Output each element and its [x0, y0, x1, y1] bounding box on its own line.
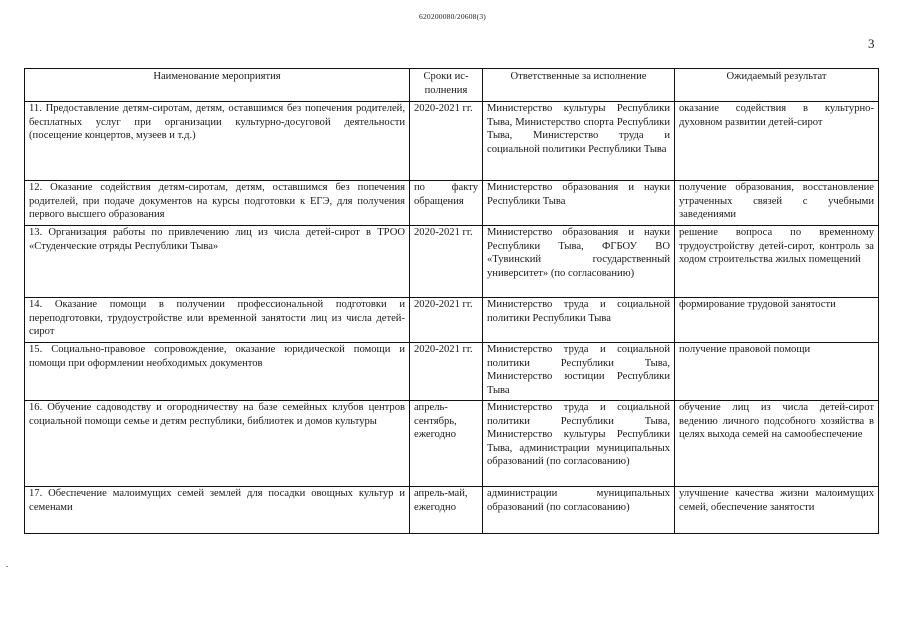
cell-responsible: Министерство труда и социальной политики Республики Тыва, Министерство культуры Республики Тыва, администрации муниципальных образований (по согласованию): [483, 401, 675, 487]
page-number: 3: [868, 36, 875, 51]
action-plan-table: [24, 68, 879, 534]
cell-result: получение образования, восстановление утраченных связей с учебными заведениями: [675, 181, 879, 226]
cell-responsible: администрации муниципальных образований (по согласованию): [483, 487, 675, 534]
cell-term: 2020-2021 гг.: [410, 343, 483, 401]
table-row: [25, 298, 879, 343]
cell-term: 2020-2021 гг.: [410, 226, 483, 298]
cell-term: по факту обращения: [410, 181, 483, 226]
cell-result: улучшение качества жизни малоимущих семей, обеспечение занятости: [675, 487, 879, 534]
cell-term: апрель-май, ежегодно: [410, 487, 483, 534]
cell-name: 15. Социально-правовое сопровождение, оказание юридической помощи и помощи при оформлении необходимых документов: [25, 343, 410, 401]
table-row: [25, 181, 879, 226]
cell-name: 16. Обучение садоводству и огородничеству на базе семейных клубов центров социальной помощи семье и детям республики, библиотек и домов культуры: [25, 401, 410, 487]
cell-term: апрель-сентябрь, ежегодно: [410, 401, 483, 487]
header-responsible: Ответственные за исполнение: [483, 69, 675, 102]
table-row: [25, 343, 879, 401]
table-row: [25, 487, 879, 534]
cell-name: 12. Оказание содействия детям-сиротам, детям, оставшимся без попечения родителей, при подаче документов на курсы подготовки к ЕГЭ, для получения первого высшего образования: [25, 181, 410, 226]
cell-responsible: Министерство образования и науки Республики Тыва, ФГБОУ ВО «Тувинский государственный университет» (по согласованию): [483, 226, 675, 298]
cell-result: обучение лиц из числа детей-сирот ведению личного подсобного хозяйства в целях выхода семей на самообеспечение: [675, 401, 879, 487]
table-row: [25, 226, 879, 298]
cell-name: 11. Предоставление детям-сиротам, детям, оставшимся без попечения родителей, бесплатных услуг при организации культурно-досуговой деятельности (посещение концертов, музеев и т.д.): [25, 102, 410, 181]
cell-responsible: Министерство образования и науки Республики Тыва: [483, 181, 675, 226]
cell-responsible: Министерство труда и социальной политики Республики Тыва: [483, 298, 675, 343]
document-id: 620200080/20608(3): [419, 12, 486, 21]
scan-speck: [6, 566, 8, 567]
cell-name: 17. Обеспечение малоимущих семей землей для посадки овощных культур и семенами: [25, 487, 410, 534]
cell-name: 13. Организация работы по привлечению лиц из числа детей-сирот в ТРОО «Студенческие отряды Республики Тыва»: [25, 226, 410, 298]
table-row: [25, 401, 879, 487]
table-row: [25, 102, 879, 181]
cell-result: формирование трудовой занятости: [675, 298, 879, 343]
header-result: Ожидаемый результат: [675, 69, 879, 102]
cell-responsible: Министерство труда и социальной политики Республики Тыва, Министерство юстиции Республики Тыва: [483, 343, 675, 401]
cell-result: оказание содействия в культурно-духовном развитии детей-сирот: [675, 102, 879, 181]
header-term: Сроки ис-полнения: [410, 69, 483, 102]
cell-term: 2020-2021 гг.: [410, 298, 483, 343]
cell-responsible: Министерство культуры Республики Тыва, Министерство спорта Республики Тыва, Министерство труда и социальной политики Республики Тыва: [483, 102, 675, 181]
header-name: Наименование мероприятия: [25, 69, 410, 102]
table-header-row: [25, 69, 879, 102]
cell-name: 14. Оказание помощи в получении профессиональной подготовки и переподготовки, трудоустройстве или временной занятости лиц из числа детей-сирот: [25, 298, 410, 343]
cell-result: получение правовой помощи: [675, 343, 879, 401]
cell-result: решение вопроса по временному трудоустройству детей-сирот, контроль за ходом строительства жилых помещений: [675, 226, 879, 298]
cell-term: 2020-2021 гг.: [410, 102, 483, 181]
